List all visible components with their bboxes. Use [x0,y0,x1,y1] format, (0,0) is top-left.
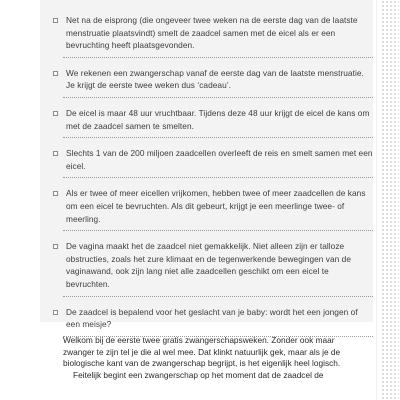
intro-text [63,335,368,381]
fact-text: We rekenen een zwangerschap vanaf de eerste dag van de laatste menstruatie. Je krijgt de eerste twee weken dus ‘cadeau’. [66,67,364,91]
bullet-icon [53,191,58,196]
dotted-margin-strip [376,0,400,400]
fact-item [53,183,373,231]
fact-text: De zaadcel is bepalend voor het geslacht van je baby: wordt het een jongen of een meisje? [66,306,358,330]
fact-text: Slechts 1 van de 200 miljoen zaadcellen overleeft de reis en smelt samen met een eicel. [66,148,373,171]
fact-text: De eicel is maar 48 uur vruchtbaar. Tijdens deze 48 uur krijgt de eicel de kans om met de zaadcel samen te smelten. [66,107,370,131]
bullet-icon [53,151,58,156]
fact-item [53,103,373,138]
bullet-icon [53,18,58,23]
intro-paragraph: Feitelijk begint een zwangerschap op het moment dat de zaadcel de [73,369,324,380]
fact-item [53,302,373,337]
fact-item [53,236,373,296]
bullet-icon [53,310,58,315]
fact-item [53,63,373,98]
fact-item [53,143,373,178]
fact-text: De vagina maakt het de zaadcel niet gemakkelijk. Niet alleen zijn er talloze obstructies, zoals het zure klimaat en de tegenwerkende bewegingen van de vaginawand, ook zijn lang niet alle zaadcellen geschikt om een eicel te bevruchten. [66,241,351,289]
facts-list [53,10,373,342]
bullet-icon [53,111,58,116]
bullet-icon [53,71,58,76]
fact-item [53,10,373,58]
fact-text: Als er twee of meer eicellen vrijkomen, hebben twee of meer zaadcellen de kans om een eicel te bevruchten. Als dit gebeurt, krijgt je een meerlinge twee- of meerling. [66,188,366,224]
bullet-icon [53,244,58,249]
fact-text: Net na de eisprong (die ongeveer twee weken na de eerste dag van de laatste menstruatie plaatsvindt) smelt de zaadcel samen met de eicel als er een bevruchting heeft plaatsgevonden. [66,15,358,51]
dot-pattern [381,0,399,400]
intro-paragraph: Welkom bij de eerste twee gratis zwangerschapsweken. Zonder ook maar zwanger te zijn tel je die al wel mee. Dat klinkt natuurlijk gek, maar als je de biologische kant van de zwangerschap begrijpt, is het eigenlijk heel logisch. [63,335,341,369]
